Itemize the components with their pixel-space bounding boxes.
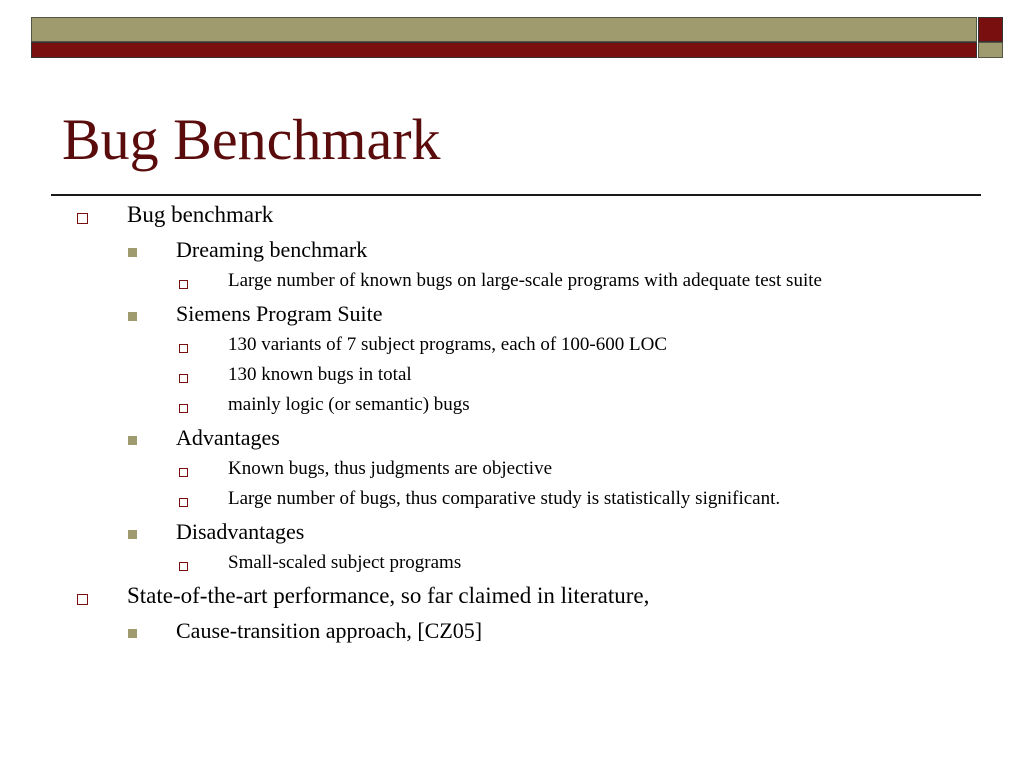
bullet-text-level-3: 130 variants of 7 subject programs, each of 100-600 LOC bbox=[228, 334, 668, 355]
header-olive-square bbox=[978, 42, 1003, 58]
bullet-text-level-1: Bug benchmark bbox=[127, 202, 274, 227]
header-maroon-square bbox=[978, 17, 1003, 42]
hollow-square-bullet-icon bbox=[179, 404, 188, 413]
bullet-text-level-3: mainly logic (or semantic) bugs bbox=[228, 394, 470, 415]
hollow-square-bullet-icon bbox=[179, 344, 188, 353]
bullet-text-level-3: Small-scaled subject programs bbox=[228, 552, 462, 573]
square-bullet-icon bbox=[128, 629, 137, 638]
header-olive-bar bbox=[31, 17, 977, 42]
hollow-square-bullet-icon bbox=[179, 468, 188, 477]
bullet-text-level-3: Large number of bugs, thus comparative study is statistically significant. bbox=[228, 488, 781, 509]
bullet-text-level-2: Advantages bbox=[176, 425, 280, 450]
hollow-square-bullet-icon bbox=[77, 594, 88, 605]
bullet-text-level-2: Disadvantages bbox=[176, 519, 305, 544]
slide-title: Bug Benchmark bbox=[62, 107, 441, 172]
bullet-text-level-2: Dreaming benchmark bbox=[176, 237, 368, 262]
bullet-text-level-3: Known bugs, thus judgments are objective bbox=[228, 458, 553, 479]
bullet-text-level-2: Cause-transition approach, [CZ05] bbox=[176, 618, 483, 643]
title-divider bbox=[51, 194, 981, 196]
hollow-square-bullet-icon bbox=[179, 498, 188, 507]
hollow-square-bullet-icon bbox=[179, 374, 188, 383]
hollow-square-bullet-icon bbox=[179, 562, 188, 571]
hollow-square-bullet-icon bbox=[77, 213, 88, 224]
square-bullet-icon bbox=[128, 436, 137, 445]
bullet-text-level-1: State-of-the-art performance, so far claimed in literature, bbox=[127, 583, 650, 608]
square-bullet-icon bbox=[128, 312, 137, 321]
hollow-square-bullet-icon bbox=[179, 280, 188, 289]
bullet-text-level-3: 130 known bugs in total bbox=[228, 364, 412, 385]
header-maroon-bar bbox=[31, 42, 977, 58]
bullet-text-level-2: Siemens Program Suite bbox=[176, 301, 383, 326]
square-bullet-icon bbox=[128, 248, 137, 257]
square-bullet-icon bbox=[128, 530, 137, 539]
bullet-text-level-3: Large number of known bugs on large-scale programs with adequate test suite bbox=[228, 270, 822, 291]
